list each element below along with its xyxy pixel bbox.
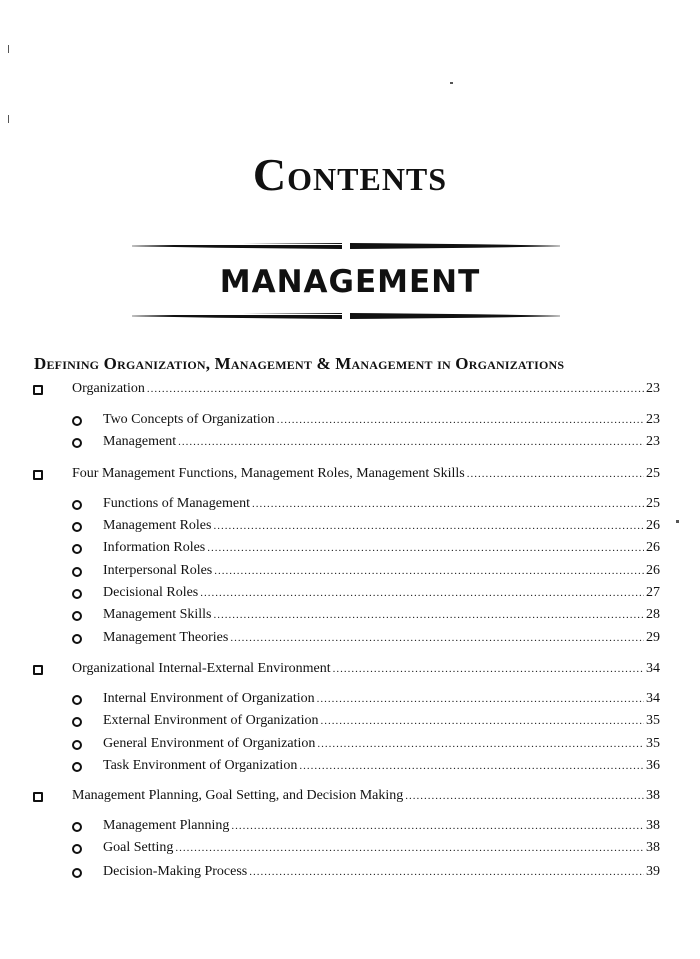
toc-subentry — [103, 540, 660, 556]
circle-bullet-icon — [72, 717, 82, 727]
circle-bullet-icon — [72, 522, 82, 532]
circle-bullet-icon — [72, 589, 82, 599]
scan-speck — [8, 45, 9, 53]
circle-bullet-icon — [72, 634, 82, 644]
scan-speck — [450, 82, 453, 84]
toc-page-number: 26 — [646, 518, 660, 533]
section-heading: Defining Organization, Management & Management in Organizations — [34, 354, 565, 373]
toc-dot-leader — [333, 663, 644, 675]
toc-subentry — [103, 864, 660, 880]
toc-page-number: 27 — [646, 585, 660, 600]
toc-entry-title: Management — [103, 434, 177, 449]
bottom-divider-rule — [132, 313, 560, 319]
toc-page-number: 34 — [646, 691, 660, 706]
top-divider-left — [132, 243, 342, 249]
toc-entry-title: Two Concepts of Organization — [103, 412, 275, 427]
toc-entry-title: Internal Environment of Organization — [103, 691, 315, 706]
toc-page-number: 34 — [646, 661, 660, 676]
circle-bullet-icon — [72, 740, 82, 750]
toc-page-number: 36 — [646, 758, 660, 773]
toc-subentry — [103, 840, 660, 856]
toc-subentry — [103, 713, 660, 729]
scan-speck — [8, 115, 9, 123]
toc-dot-leader — [178, 436, 644, 448]
square-bullet-icon — [33, 792, 43, 802]
circle-bullet-icon — [72, 438, 82, 448]
toc-subentry — [103, 758, 660, 774]
toc-dot-leader — [147, 383, 644, 395]
toc-page-number: 38 — [646, 840, 660, 855]
toc-subentry — [103, 563, 660, 579]
toc-dot-leader — [467, 468, 644, 480]
toc-entry-title: Decisional Roles — [103, 585, 199, 600]
toc-entry-title: Task Environment of Organization — [103, 758, 298, 773]
circle-bullet-icon — [72, 762, 82, 772]
toc-dot-leader — [175, 842, 644, 854]
toc-page-number: 29 — [646, 630, 660, 645]
toc-page-number: 25 — [646, 496, 660, 511]
toc-dot-leader — [214, 609, 645, 621]
circle-bullet-icon — [72, 567, 82, 577]
toc-page-number: 23 — [646, 412, 660, 427]
toc-subentry — [103, 630, 660, 646]
toc-dot-leader — [230, 632, 644, 644]
toc-dot-leader — [207, 542, 644, 554]
toc-dot-leader — [317, 693, 644, 705]
toc-page-number: 26 — [646, 540, 660, 555]
toc-subentry — [103, 607, 660, 623]
toc-entry-title: Interpersonal Roles — [103, 563, 213, 578]
circle-bullet-icon — [72, 500, 82, 510]
top-divider-right — [350, 243, 560, 249]
toc-entry-title: Organization — [72, 381, 145, 396]
toc-entry-title: Organizational Internal-External Environment — [72, 661, 331, 676]
toc-entry-title: External Environment of Organization — [103, 713, 319, 728]
circle-bullet-icon — [72, 822, 82, 832]
toc-page-number: 25 — [646, 466, 660, 481]
toc-entry-title: Management Planning — [103, 818, 230, 833]
toc-subentry — [103, 434, 660, 450]
page-title: Contents — [252, 149, 448, 200]
circle-bullet-icon — [72, 611, 82, 621]
square-bullet-icon — [33, 665, 43, 675]
toc-chapter-entry — [72, 381, 660, 397]
toc-page-number: 38 — [646, 788, 660, 803]
toc-dot-leader — [277, 414, 644, 426]
toc-dot-leader — [321, 715, 644, 727]
circle-bullet-icon — [72, 844, 82, 854]
toc-entry-title: Information Roles — [103, 540, 206, 555]
square-bullet-icon — [33, 470, 43, 480]
toc-subentry — [103, 496, 660, 512]
toc-page-number: 39 — [646, 864, 660, 879]
toc-dot-leader — [200, 587, 644, 599]
toc-subentry — [103, 691, 660, 707]
toc-subentry — [103, 585, 660, 601]
toc-page-number: 28 — [646, 607, 660, 622]
toc-subentry — [103, 818, 660, 834]
square-bullet-icon — [33, 385, 43, 395]
toc-entry-title: Management Skills — [103, 607, 212, 622]
toc-dot-leader — [299, 760, 644, 772]
toc-entry-title: Four Management Functions, Management Roles, Management Skills — [72, 466, 465, 481]
scan-speck — [676, 520, 679, 523]
toc-chapter-entry — [72, 661, 660, 677]
toc-page-number: 35 — [646, 713, 660, 728]
toc-chapter-entry — [72, 466, 660, 482]
toc-entry-title: Management Roles — [103, 518, 212, 533]
toc-page-number: 35 — [646, 736, 660, 751]
circle-bullet-icon — [72, 544, 82, 554]
toc-page-number: 26 — [646, 563, 660, 578]
toc-entry-title: General Environment of Organization — [103, 736, 316, 751]
toc-subentry — [103, 736, 660, 752]
toc-page-number: 38 — [646, 818, 660, 833]
subject-title: MANAGEMENT — [219, 264, 481, 300]
bottom-divider-right — [350, 313, 560, 319]
toc-entry-title: Management Theories — [103, 630, 229, 645]
circle-bullet-icon — [72, 416, 82, 426]
toc-entry-title: Decision-Making Process — [103, 864, 248, 879]
toc-dot-leader — [405, 790, 644, 802]
circle-bullet-icon — [72, 868, 82, 878]
toc-dot-leader — [249, 866, 644, 878]
toc-dot-leader — [213, 520, 644, 532]
toc-dot-leader — [214, 565, 644, 577]
circle-bullet-icon — [72, 695, 82, 705]
toc-entry-title: Functions of Management — [103, 496, 250, 511]
toc-subentry — [103, 412, 660, 428]
toc-dot-leader — [317, 738, 644, 750]
top-divider-rule — [132, 243, 560, 249]
toc-dot-leader — [231, 820, 644, 832]
toc-entry-title: Management Planning, Goal Setting, and Decision Making — [72, 788, 404, 803]
bottom-divider-left — [132, 313, 342, 319]
toc-entry-title: Goal Setting — [103, 840, 174, 855]
toc-subentry — [103, 518, 660, 534]
toc-page-number: 23 — [646, 381, 660, 396]
toc-page-number: 23 — [646, 434, 660, 449]
toc-dot-leader — [252, 498, 644, 510]
toc-chapter-entry — [72, 788, 660, 804]
